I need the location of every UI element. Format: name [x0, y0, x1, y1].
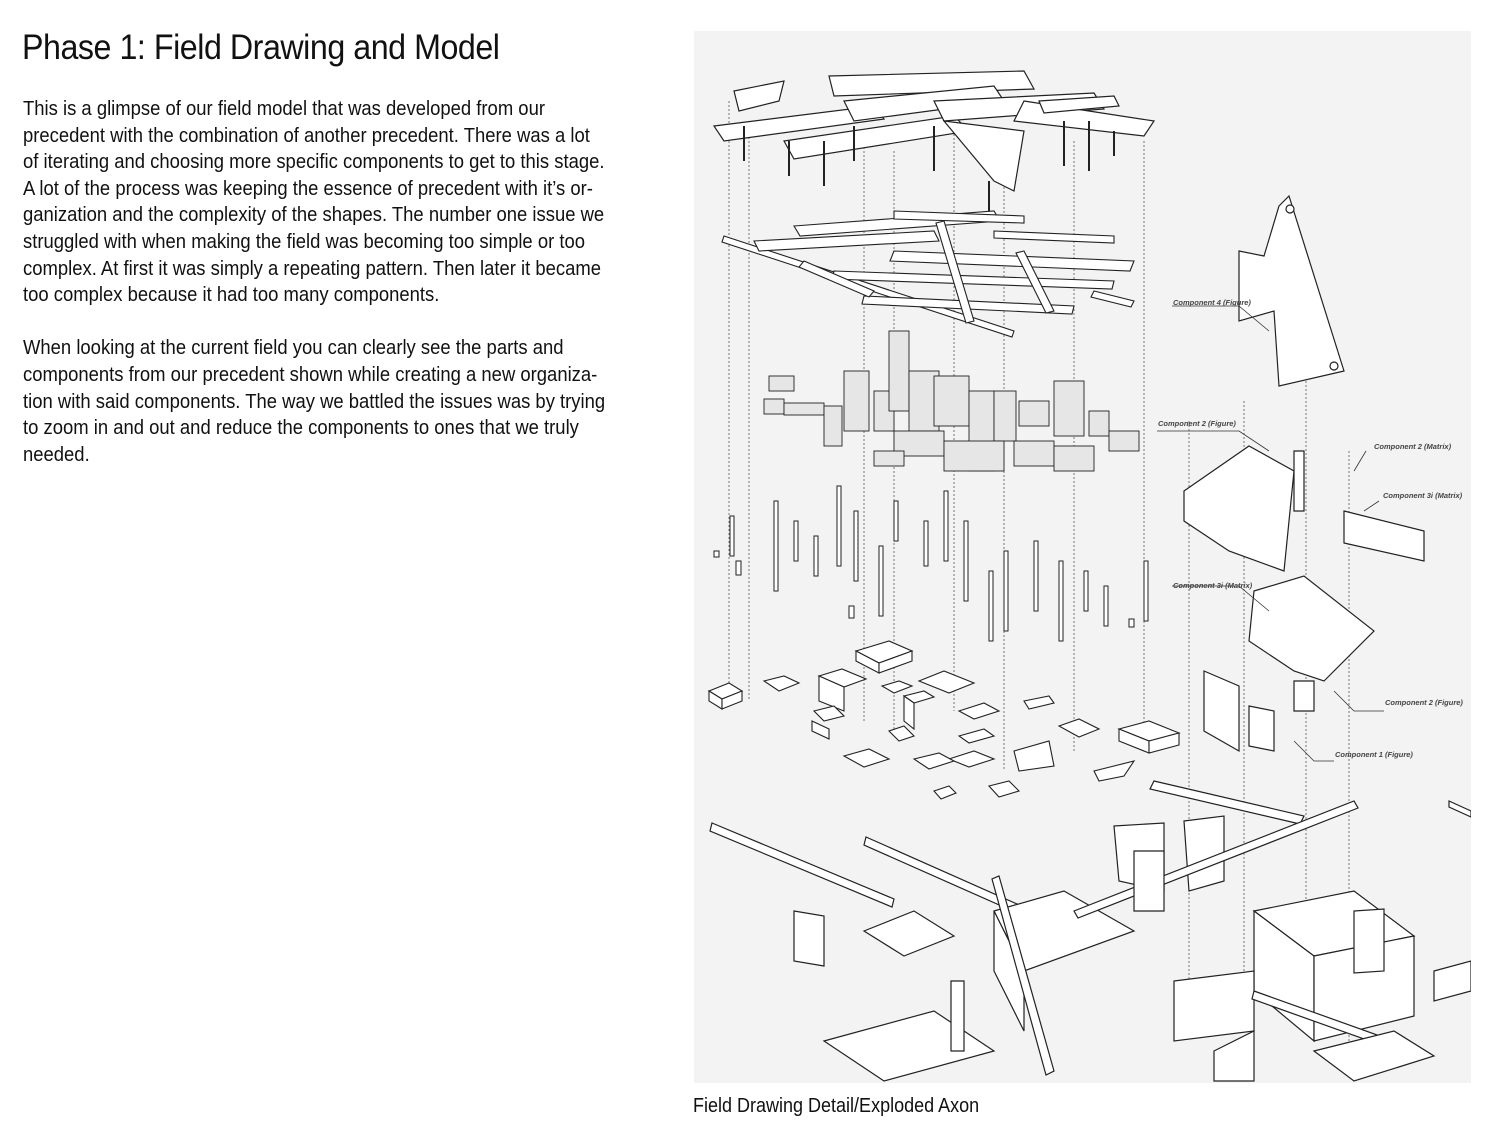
label-component-2-figure: Component 2 (Figure) — [1385, 698, 1463, 707]
network-layer — [722, 211, 1134, 337]
text-line: This is a glimpse of our field model that was developed from our — [23, 97, 545, 120]
text-line: needed. — [23, 442, 90, 466]
text-line: struggled with when making the field was becoming too simple or too — [23, 229, 586, 253]
label-component-3i-matrix: Component 3i (Matrix) — [1173, 581, 1253, 590]
paragraph-2 — [23, 335, 606, 468]
figure-caption: Field Drawing Detail/Exploded Axon — [693, 1095, 980, 1117]
text-line: ganization and the complexity of the shapes. The number one issue we — [23, 203, 605, 227]
label-component-4-figure: Component 4 (Figure) — [1173, 298, 1251, 307]
text-line: of iterating and choosing more specific components to get to this stage. — [23, 150, 605, 174]
base-field — [710, 781, 1471, 1081]
page-title: Phase 1: Field Drawing and Model — [22, 28, 500, 67]
text-line: When looking at the current field you can clearly see the parts and — [23, 336, 564, 360]
text-line: complex. At first it was simply a repeating pattern. Then later it became — [23, 256, 602, 280]
label-component-2-matrix: Component 2 (Matrix) — [1374, 442, 1452, 451]
label-component-1-figure: Component 1 (Figure) — [1335, 750, 1413, 759]
text-line: too complex because it had too many components. — [23, 283, 440, 307]
text-line: to zoom in and out and reduce the components to ones that we truly — [23, 416, 579, 440]
axon-drawing — [694, 31, 1471, 1083]
text-line: components from our precedent shown while creating a new organiza- — [23, 362, 598, 386]
sticks-layer — [714, 486, 1148, 641]
label-component-3i-matrix: Component 3i (Matrix) — [1383, 491, 1463, 500]
label-component-2-figure: Component 2 (Figure) — [1158, 419, 1236, 428]
text-line: precedent with the combination of another precedent. There was a lot — [23, 123, 590, 147]
blocks-layer — [709, 641, 1179, 799]
text-line: A lot of the process was keeping the essence of precedent with it’s or- — [23, 176, 593, 200]
component-callouts — [1184, 196, 1424, 751]
text-line: tion with said components. The way we battled the issues was by trying — [23, 389, 606, 413]
body-text — [23, 96, 606, 495]
paragraph-1 — [23, 96, 605, 309]
fins-layer — [764, 331, 1139, 471]
exploded-axon-figure — [694, 31, 1471, 1083]
